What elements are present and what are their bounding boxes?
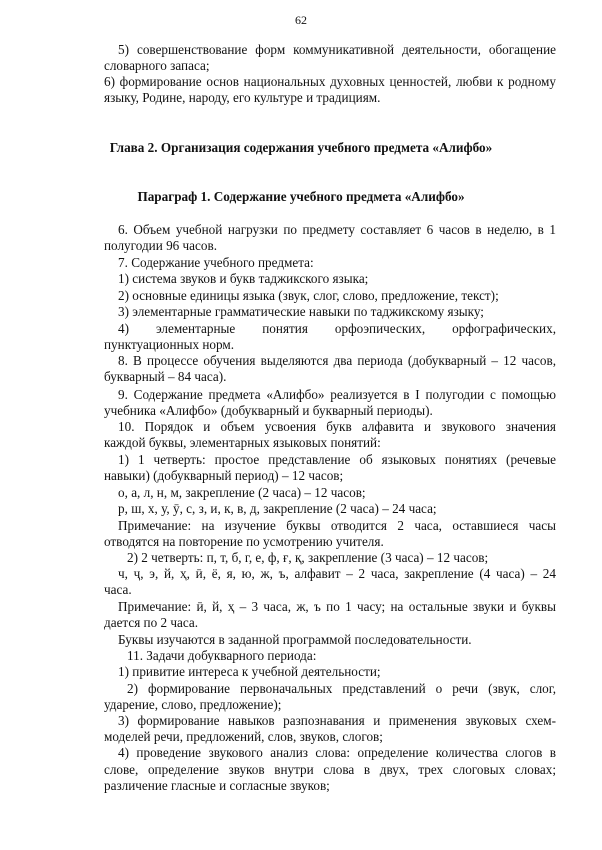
text-line: 2) основные единицы языка (звук, слог, слово, предложение, текст); bbox=[118, 288, 499, 303]
text-line: 8. В процессе обучения выделяются два периода (добукварный – 12 часов, bbox=[118, 353, 556, 368]
paragraph-heading: Параграф 1. Содержание учебного предмета «Алифбо» bbox=[137, 189, 465, 204]
text-line: полугодии 96 часов. bbox=[104, 238, 218, 253]
text-line: 11. Задачи добукварного периода: bbox=[127, 648, 317, 663]
text-line: ударение, слово, предложение); bbox=[104, 697, 282, 712]
text-line: 9. Содержание предмета «Алифбо» реализуется в I полугодии с помощью bbox=[118, 387, 556, 402]
text-line: моделей речи, предложений, слов, звуков, слогов; bbox=[104, 729, 383, 744]
text-line: 2) 2 четверть: п, т, б, г, е, ф, ғ, қ, закрепление (3 часа) – 12 часов; bbox=[127, 550, 489, 565]
text-line: 6. Объем учебной нагрузки по предмету составляет 6 часов в неделю, в 1 bbox=[118, 222, 556, 237]
text-line: 1) система звуков и букв таджикского языка; bbox=[118, 271, 369, 286]
text-line: 2) формирование первоначальных представлений о речи (звук, слог, bbox=[127, 681, 556, 696]
text-line: слове, определение звуков внутри слова в двух, трех слоговых словах; bbox=[104, 762, 556, 777]
text-line: 1) 1 четверть: простое представление об языковых понятиях (речевые bbox=[118, 452, 556, 467]
text-line: Примечание: ӣ, й, ҳ – 3 часа, ж, ъ по 1 часу; на остальные звуки и буквы bbox=[118, 599, 556, 614]
text-line: языку, Родине, народу, его культуре и традициям. bbox=[104, 90, 381, 105]
text-line: каждой буквы, элементарных языковых понятий: bbox=[104, 435, 381, 450]
text-line: 3) формирование навыков разпознавания и применения звуковых схем- bbox=[118, 713, 556, 728]
text-line: 4) проведение звукового анализ слова: определение количества слогов в bbox=[118, 745, 556, 760]
text-line: 7. Содержание учебного предмета: bbox=[118, 255, 314, 270]
text-line: различение гласные и согласные звуков; bbox=[104, 778, 330, 793]
text-line: о, а, л, н, м, закрепление (2 часа) – 12 часов; bbox=[118, 485, 366, 500]
text-line: 4) элементарные понятия орфоэпических, орфографических, bbox=[118, 321, 556, 336]
chapter-heading: Глава 2. Организация содержания учебного предмета «Алифбо» bbox=[109, 140, 493, 155]
text-line: часа. bbox=[104, 582, 132, 597]
page-number: 62 bbox=[295, 13, 307, 27]
text-line: 10. Порядок и объем усвоения букв алфавита и звукового значения bbox=[118, 419, 556, 434]
text-line: отводятся на повторение по усмотрению учителя. bbox=[104, 534, 384, 549]
text-line: пунктуационных норм. bbox=[104, 337, 235, 352]
text-line: ч, ҷ, э, й, ҳ, ӣ, ё, я, ю, ж, ъ, алфавит – 2 часа, закрепление (4 часа) – 24 bbox=[118, 566, 556, 581]
text-line: р, ш, х, у, ӯ, с, з, и, к, в, д, закрепление (2 часа) – 24 часа; bbox=[118, 501, 437, 516]
text-line: Примечание: на изучение буквы отводится 2 часа, оставшиеся часы bbox=[118, 518, 556, 533]
text-line: 1) привитие интереса к учебной деятельности; bbox=[118, 664, 381, 679]
text-line: навыки) (добукварный период) – 12 часов; bbox=[104, 468, 344, 483]
text-line: дается по 2 часа. bbox=[104, 615, 199, 630]
text-line: учебника «Алифбо» (добукварный и букварный периоды). bbox=[104, 403, 433, 418]
text-line: 6) формирование основ национальных духовных ценностей, любви к родному bbox=[104, 74, 556, 89]
text-line: букварный – 84 часа). bbox=[104, 369, 227, 384]
text-line: 3) элементарные грамматические навыки по таджикскому языку; bbox=[118, 304, 484, 319]
text-line: 5) совершенствование форм коммуникативной деятельности, обогащение bbox=[118, 42, 556, 57]
text-line: словарного запаса; bbox=[104, 58, 210, 73]
text-line: Буквы изучаются в заданной программой последовательности. bbox=[118, 632, 472, 647]
